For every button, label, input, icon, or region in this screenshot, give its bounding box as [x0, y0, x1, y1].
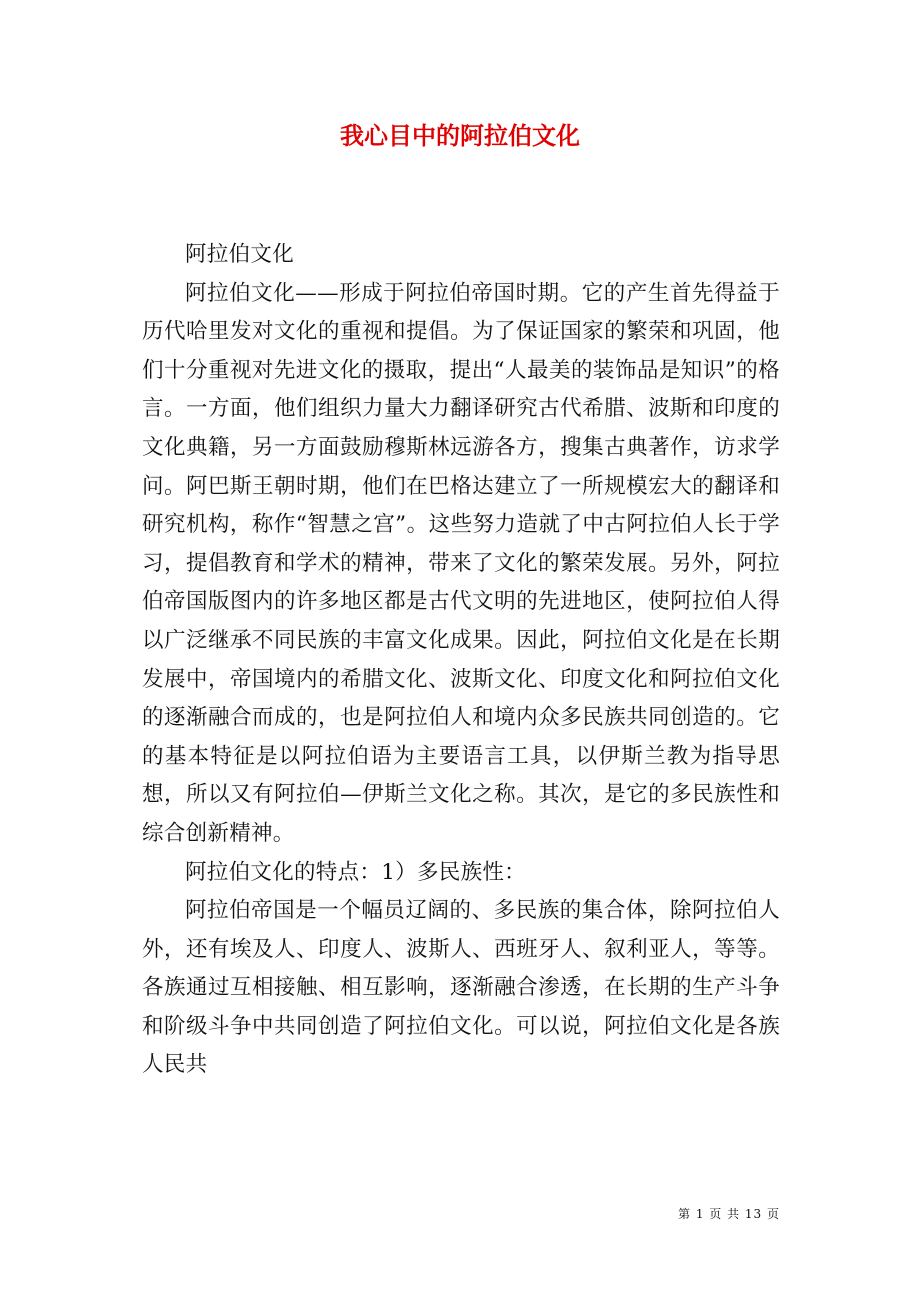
- paragraph-intro: 阿拉伯文化——形成于阿拉伯帝国时期。它的产生首先得益于历代哈里发对文化的重视和提倡。为了保证国家的繁荣和巩固，他们十分重视对先进文化的摄取，提出“人最美的装饰品是知识”的格言。一方面，他们组织力量大力翻译研究古代希腊、波斯和印度的文化典籍，另一方面鼓励穆斯林远游各方，搜集古典著作，访求学问。阿巴斯王朝时期，他们在巴格达建立了一所规模宏大的翻译和研究机构，称作“智慧之宫”。这些努力造就了中古阿拉伯人长于学习，提倡教育和学术的精神，带来了文化的繁荣发展。另外，阿拉伯帝国版图内的许多地区都是古代文明的先进地区，使阿拉伯人得以广泛继承不同民族的丰富文化成果。因此，阿拉伯文化是在长期发展中，帝国境内的希腊文化、波斯文化、印度文化和阿拉伯文化的逐渐融合而成的，也是阿拉伯人和境内众多民族共同创造的。它的基本特征是以阿拉伯语为主要语言工具，以伊斯兰教为指导思想，所以又有阿拉伯—伊斯兰文化之称。其次，是它的多民族性和综合创新精神。: [142, 280, 780, 846]
- document-title: 我心目中的阿拉伯文化: [340, 121, 580, 150]
- page-number: 第 1 页 共 13 页: [678, 1207, 780, 1221]
- paragraph-multiethnic: 阿拉伯帝国是一个幅员辽阔的、多民族的集合体，除阿拉伯人外，还有埃及人、印度人、波斯人、西班牙人、叙利亚人，等等。各族通过互相接触、相互影响，逐渐融合渗透，在长期的生产斗争和阶级斗争中共同创造了阿拉伯文化。可以说，阿拉伯文化是各族人民共: [142, 898, 780, 1078]
- document-body: [142, 236, 780, 1085]
- paragraph-features-heading: 阿拉伯文化的特点：1）多民族性：: [185, 859, 526, 885]
- paragraph-heading: 阿拉伯文化: [185, 242, 295, 267]
